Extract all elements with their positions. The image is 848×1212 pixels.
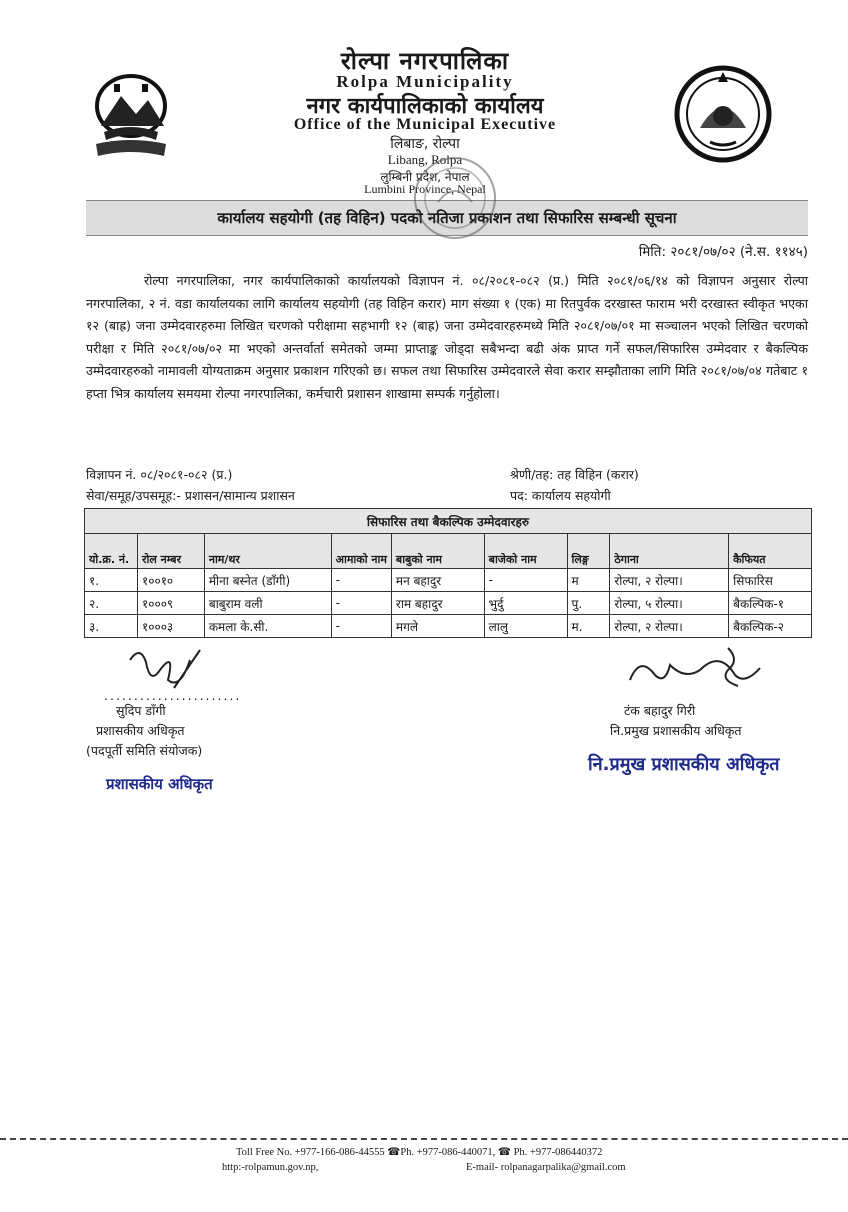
- cell-roll: १००१०: [137, 569, 204, 592]
- place-en: Libang, Rolpa: [387, 152, 463, 167]
- cell-name: बाबुराम वली: [204, 592, 331, 615]
- col-header-roll: रोल नम्बर: [137, 534, 204, 569]
- signer-left-role: (पदपूर्ती समिति संयोजक): [86, 743, 203, 758]
- cell-remarks: बैकल्पिक-२: [729, 615, 812, 638]
- office-name-np: नगर कार्यपालिकाको कार्यालय: [306, 94, 544, 119]
- cell-address: रोल्पा, २ रोल्पा।: [610, 615, 729, 638]
- cell-gender: म: [567, 569, 610, 592]
- cell-address: रोल्पा, ५ रोल्पा।: [610, 592, 729, 615]
- col-header-name: नाम/थर: [204, 534, 331, 569]
- signature-right-icon: [610, 640, 780, 700]
- signer-right-name: टंक बहादुर गिरी: [624, 703, 696, 718]
- col-header-address: ठेगाना: [610, 534, 729, 569]
- office-stamp-icon: [410, 150, 500, 246]
- col-header-remarks: कैफियत: [729, 534, 812, 569]
- cell-gender: पु.: [567, 592, 610, 615]
- municipality-name-np: रोल्पा नगरपालिका: [340, 47, 510, 75]
- notice-title: कार्यालय सहयोगी (तह विहिन) पदको नतिजा प्रकाशन तथा सिफारिस सम्बन्धी सूचना: [86, 200, 808, 236]
- municipality-name-en: Rolpa Municipality: [336, 72, 514, 91]
- cell-remarks: सिफारिस: [729, 569, 812, 592]
- municipality-logo-icon: [86, 66, 176, 166]
- service-group: सेवा/समूह/उपसमूह:- प्रशासन/सामान्य प्रशासन: [86, 488, 295, 503]
- signer-right-stamp: नि.प्रमुख प्रशासकीय अधिकृत: [588, 754, 780, 775]
- col-header-gender: लिङ्ग: [567, 534, 610, 569]
- signer-left-name: सुदिप डाँगी: [116, 703, 166, 718]
- office-name-en: Office of the Municipal Executive: [293, 116, 557, 133]
- signature-left-dots: .......................: [104, 688, 242, 703]
- cell-serial: ३.: [85, 615, 138, 638]
- province-en: Lumbini Province, Nepal: [364, 182, 486, 196]
- notice-date: मिति: २०८१/०७/०२ (ने.स. ११४५): [638, 244, 808, 260]
- nepal-emblem-icon: [670, 58, 776, 170]
- cell-roll: १०००३: [137, 615, 204, 638]
- col-header-father: बाबुको नाम: [391, 534, 484, 569]
- cell-roll: १०००९: [137, 592, 204, 615]
- table-row: [85, 592, 812, 615]
- notice-body: रोल्पा नगरपालिका, नगर कार्यपालिकाको कार्यालयको विज्ञापन नं. ०८/२०८१-०८२ (प्र.) मिति २०८१/०६/१४ को विज्ञापन अनुसार रोल्पा नगरपालिका, २ नं. वडा कार्यालयका लागि कार्यालय सहयोगी (तह विहिन करार) माग संख्या १ (एक) मा रितपुर्वक दरखास्त फाराम भरी दरखास्त स्वीकृत भएका १२ (बाह्र) जना उम्मेदवारहरुमा लिखित चरणको परीक्षामा सहभागी १२ (बाह्र) जना उम्मेदवारहरुमध्ये मिति २०८१/०७/०१ मा सञ्चालन भएको लिखित चरणको परीक्षा र मिति २०८१/०७/०२ मा भएको अन्तर्वार्ता समेतको जम्मा प्राप्ताङ्क जोड्दा सबैभन्दा बढी अंक प्राप्त गर्ने सफल/सिफारिस उम्मेदवार र बैकल्पिक उम्मेदवारहरुको नामावली योग्यताक्रम अनुसार प्रकाशन गरिएको छ। सफल तथा सिफारिस उम्मेदवारले सेवा करार सम्झौताका लागि मिति २०८१/०७/०४ गतेबाट १ हप्ता भित्र कार्यालय समयमा रोल्पा नगरपालिका, कर्मचारी प्रशासन शाखामा सम्पर्क गर्नुहोला।: [86, 273, 808, 401]
- footer-divider: [0, 1138, 848, 1140]
- cell-name: मीना बस्नेत (डाँगी): [204, 569, 331, 592]
- place-np: लिबाङ, रोल्पा: [390, 136, 460, 152]
- cell-father: मगले: [391, 615, 484, 638]
- cell-address: रोल्पा, २ रोल्पा।: [610, 569, 729, 592]
- cell-father: राम बहादुर: [391, 592, 484, 615]
- col-header-serial: यो.क्र. नं.: [85, 534, 138, 569]
- cell-mother: -: [331, 615, 391, 638]
- cell-grandfather: -: [484, 569, 567, 592]
- footer-email: E-mail- rolpanagarpalika@gmail.com: [466, 1162, 626, 1173]
- footer-website: http:-rolpamun.gov.np,: [222, 1162, 319, 1173]
- advertisement-number: विज्ञापन नं. ०८/२०८१-०८२ (प्र.): [86, 467, 233, 482]
- cell-serial: १.: [85, 569, 138, 592]
- col-header-mother: आमाको नाम: [331, 534, 391, 569]
- province-np: लुम्बिनी प्रदेश, नेपाल: [380, 170, 470, 184]
- cell-grandfather: भुर्दु: [484, 592, 567, 615]
- cell-father: मन बहादुर: [391, 569, 484, 592]
- table-caption: सिफारिस तथा बैकल्पिक उम्मेदवारहरु: [85, 509, 812, 534]
- table-row: [85, 615, 812, 638]
- cell-remarks: बैकल्पिक-१: [729, 592, 812, 615]
- col-header-grandfather: बाजेको नाम: [484, 534, 567, 569]
- cell-gender: म.: [567, 615, 610, 638]
- cell-mother: -: [331, 592, 391, 615]
- candidate-table: [84, 508, 812, 638]
- signer-left-stamp: प्रशासकीय अधिकृत: [106, 775, 213, 793]
- cell-serial: २.: [85, 592, 138, 615]
- footer-phones: Toll Free No. +977-166-086-44555 ☎Ph. +977-086-440071, ☎ Ph. +977-086440372: [236, 1147, 603, 1158]
- table-row: [85, 569, 812, 592]
- class-level: श्रेणी/तह: तह विहिन (करार): [510, 467, 639, 482]
- post-name: पद: कार्यालय सहयोगी: [510, 488, 611, 503]
- cell-name: कमला के.सी.: [204, 615, 331, 638]
- signer-left-title: प्रशासकीय अधिकृत: [96, 723, 185, 738]
- cell-grandfather: लालु: [484, 615, 567, 638]
- cell-mother: -: [331, 569, 391, 592]
- signer-right-title: नि.प्रमुख प्रशासकीय अधिकृत: [610, 723, 742, 738]
